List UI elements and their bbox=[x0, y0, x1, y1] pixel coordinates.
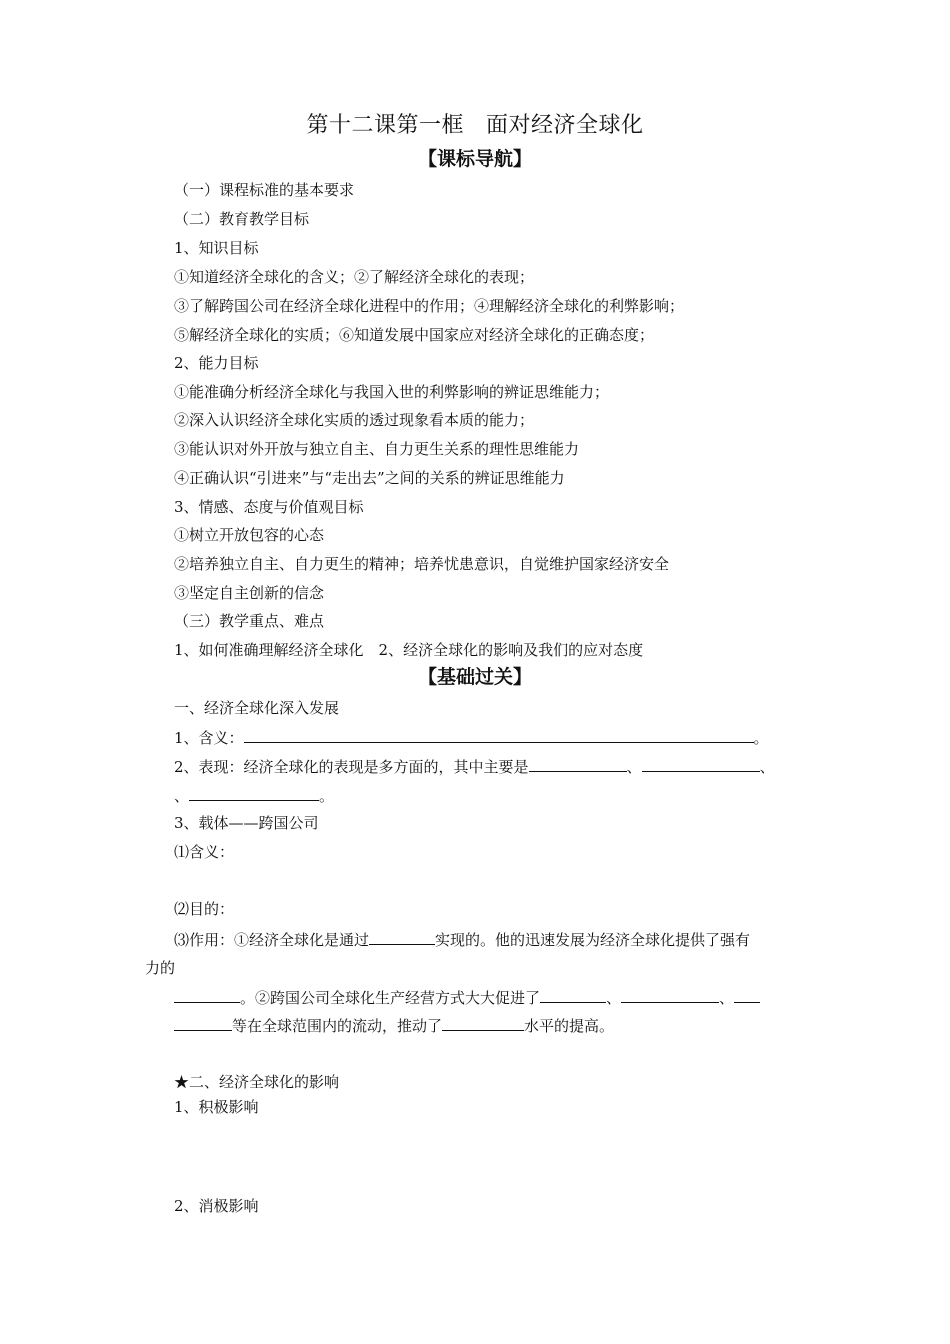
mnc-meaning-label: ⑴含义： bbox=[174, 843, 235, 861]
punctuation: 、 bbox=[174, 787, 190, 805]
expression-line-cont bbox=[174, 785, 334, 806]
title-lesson: 第十二课第一框 bbox=[306, 113, 464, 138]
mnc-role-line-3 bbox=[174, 1015, 614, 1036]
nav-line: 3、情感、态度与价值观目标 bbox=[174, 498, 364, 516]
mnc-role-line-2 bbox=[174, 987, 760, 1008]
nav-line: （三）教学重点、难点 bbox=[174, 612, 325, 630]
basic-heading: 一、经济全球化深入发展 bbox=[174, 699, 340, 717]
nav-line: 1、知识目标 bbox=[174, 239, 259, 257]
nav-line: 2、能力目标 bbox=[174, 354, 259, 372]
positive-impact-label: 1、积极影响 bbox=[174, 1098, 259, 1116]
punctuation: 、 bbox=[626, 758, 642, 776]
nav-line: ③坚定自主创新的信念 bbox=[174, 584, 325, 602]
nav-line: 1、如何准确理解经济全球化 2、经济全球化的影响及我们的应对态度 bbox=[174, 641, 644, 659]
punctuation: 、 bbox=[759, 758, 775, 776]
punctuation: 、 bbox=[606, 989, 622, 1007]
expression-line bbox=[174, 756, 775, 777]
carrier-heading: 3、载体——跨国公司 bbox=[174, 814, 319, 832]
role-blank-6[interactable] bbox=[442, 1015, 524, 1031]
role-text: ⑶作用：①经济全球化是通过 bbox=[174, 931, 370, 949]
role-blank-1[interactable] bbox=[369, 929, 435, 945]
meaning-label: 1、含义： bbox=[174, 729, 244, 747]
role-text: 。②跨国公司全球化生产经营方式大大促进了 bbox=[240, 989, 541, 1007]
role-blank-2[interactable] bbox=[174, 987, 240, 1003]
role-text: 等在全球范围内的流动，推动了 bbox=[232, 1017, 443, 1035]
negative-impact-label: 2、消极影响 bbox=[174, 1197, 259, 1215]
punctuation: 。 bbox=[753, 729, 769, 747]
nav-line: （二）教育教学目标 bbox=[174, 210, 310, 228]
nav-line: ②培养独立自主、自力更生的精神；培养忧患意识，自觉维护国家经济安全 bbox=[174, 555, 670, 573]
role-text: 实现的。他的迅速发展为经济全球化提供了强有 bbox=[435, 931, 751, 949]
nav-line: ①树立开放包容的心态 bbox=[174, 526, 325, 544]
role-blank-4[interactable] bbox=[621, 987, 719, 1003]
mnc-purpose-label: ⑵目的： bbox=[174, 900, 235, 918]
nav-line: ②深入认识经济全球化实质的透过现象看本质的能力； bbox=[174, 411, 535, 429]
nav-line: ⑤解经济全球化的实质；⑥知道发展中国家应对经济全球化的正确态度； bbox=[174, 326, 655, 344]
nav-line: ③能认识对外开放与独立自主、自力更生关系的理性思维能力 bbox=[174, 440, 580, 458]
expression-blank-1[interactable] bbox=[529, 756, 627, 772]
role-text: 水平的提高。 bbox=[524, 1017, 615, 1035]
impact-heading: ★二、经济全球化的影响 bbox=[174, 1073, 340, 1091]
mnc-role-line-wrap: 力的 bbox=[145, 959, 176, 977]
expression-blank-3[interactable] bbox=[189, 785, 319, 801]
page-title bbox=[0, 108, 950, 139]
section-heading-nav: 【课标导航】 bbox=[417, 148, 532, 170]
meaning-line bbox=[174, 727, 769, 748]
meaning-blank[interactable] bbox=[244, 727, 754, 743]
nav-line: ④正确认识“引进来”与“走出去”之间的关系的辨证思维能力 bbox=[174, 469, 565, 487]
section-heading-basic: 【基础过关】 bbox=[417, 666, 532, 688]
role-blank-5-cont[interactable] bbox=[174, 1015, 232, 1031]
nav-line: ①知道经济全球化的含义；②了解经济全球化的表现； bbox=[174, 268, 535, 286]
nav-line: ①能准确分析经济全球化与我国入世的利弊影响的辨证思维能力； bbox=[174, 383, 610, 401]
punctuation: 、 bbox=[719, 989, 735, 1007]
expression-blank-2[interactable] bbox=[642, 756, 760, 772]
punctuation: 。 bbox=[319, 787, 335, 805]
role-blank-5[interactable] bbox=[734, 987, 760, 1003]
expression-label: 2、表现：经济全球化的表现是多方面的，其中主要是 bbox=[174, 758, 529, 776]
title-topic: 面对经济全球化 bbox=[486, 113, 644, 138]
nav-line: ③了解跨国公司在经济全球化进程中的作用；④理解经济全球化的利弊影响； bbox=[174, 297, 685, 315]
nav-line: （一）课程标准的基本要求 bbox=[174, 181, 355, 199]
role-blank-3[interactable] bbox=[540, 987, 606, 1003]
mnc-role-line bbox=[174, 929, 750, 950]
